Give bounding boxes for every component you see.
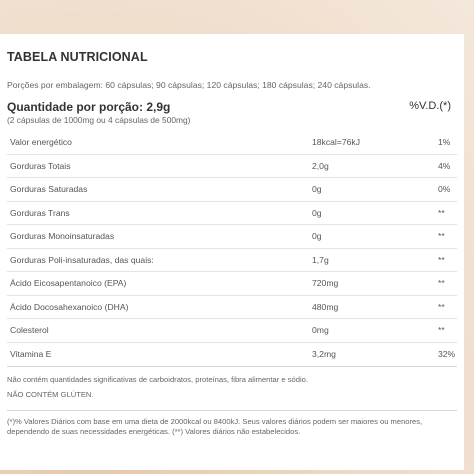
- nutrient-vd: **: [435, 225, 457, 249]
- nutrient-amount: 2,0g: [309, 154, 435, 178]
- footnote: (*)% Valores Diários com base em uma dieta de 2000kcal ou 8400kJ. Seus valores diários podem ser maiores ou menores, dependendo de suas necessidades energéticas. (**) Valores diários não estabelecidos.: [7, 417, 423, 436]
- serving-header: [7, 100, 457, 114]
- nutrient-vd: **: [435, 248, 457, 272]
- nutrient-name: Gorduras Poli-insaturadas, das quais:: [7, 248, 309, 272]
- nutrient-name: Ácido Docosahexanoico (DHA): [7, 295, 309, 319]
- table-row: [7, 225, 457, 249]
- nutrient-vd: **: [435, 295, 457, 319]
- nutrient-name: Ácido Eicosapentanoico (EPA): [7, 272, 309, 296]
- nutrient-name: Valor energético: [7, 131, 309, 154]
- table-row: [7, 342, 457, 365]
- page-title: TABELA NUTRICIONAL: [7, 50, 148, 64]
- serving-label: Quantidade por porção: 2,9g: [7, 100, 171, 114]
- nutrient-vd: 32%: [438, 348, 456, 359]
- gluten-note: NÃO CONTÉM GLÚTEN.: [7, 390, 94, 399]
- nutrient-amount: 720mg: [309, 272, 435, 296]
- nutrient-vd: **: [435, 201, 457, 225]
- insignificant-note: Não contém quantidades significativas de carboidratos, proteínas, fibra alimentar e sódio.: [7, 375, 308, 384]
- serving-detail: (2 cápsulas de 1000mg ou 4 cápsulas de 500mg): [7, 115, 191, 125]
- nutrient-vd: 4%: [435, 154, 457, 178]
- nutrient-amount: 0g: [309, 201, 435, 225]
- nutrient-amount: 0mg: [309, 319, 435, 343]
- table-row: [7, 319, 457, 343]
- nutrient-name: Gorduras Saturadas: [7, 178, 309, 202]
- table-row: [7, 201, 457, 225]
- nutrient-name: Colesterol: [7, 319, 309, 343]
- table-row: [7, 248, 457, 272]
- divider: [7, 410, 457, 411]
- nutrient-vd: 0%: [435, 178, 457, 202]
- nutrient-name: Gorduras Totais: [7, 154, 309, 178]
- nutrient-name: Gorduras Trans: [7, 201, 309, 225]
- table-row: [7, 178, 457, 202]
- nutrient-amount: 3,2mg: [312, 348, 336, 359]
- divider: [7, 366, 457, 367]
- portions-text: Porções por embalagem: 60 cápsulas; 90 cápsulas; 120 cápsulas; 180 cápsulas; 240 cápsulas.: [7, 80, 371, 90]
- table-row: [7, 131, 457, 154]
- nutrition-card: [0, 34, 464, 470]
- nutrient-vd: **: [435, 319, 457, 343]
- table-row: [7, 154, 457, 178]
- nutrient-amount: 18kcal=76kJ: [309, 131, 435, 154]
- nutrient-vd: 1%: [435, 131, 457, 154]
- nutrient-name: Gorduras Monoinsaturadas: [7, 225, 309, 249]
- nutrient-name: Vitamina E: [10, 348, 52, 359]
- table-row: [7, 272, 457, 296]
- nutrient-amount: 480mg: [309, 295, 435, 319]
- vd-header: %V.D.(*): [409, 100, 451, 112]
- nutrient-amount: 0g: [309, 225, 435, 249]
- table-row: [7, 295, 457, 319]
- nutrient-vd: **: [435, 272, 457, 296]
- nutrient-amount: 1,7g: [309, 248, 435, 272]
- nutrition-table: [7, 131, 457, 365]
- nutrient-amount: 0g: [309, 178, 435, 202]
